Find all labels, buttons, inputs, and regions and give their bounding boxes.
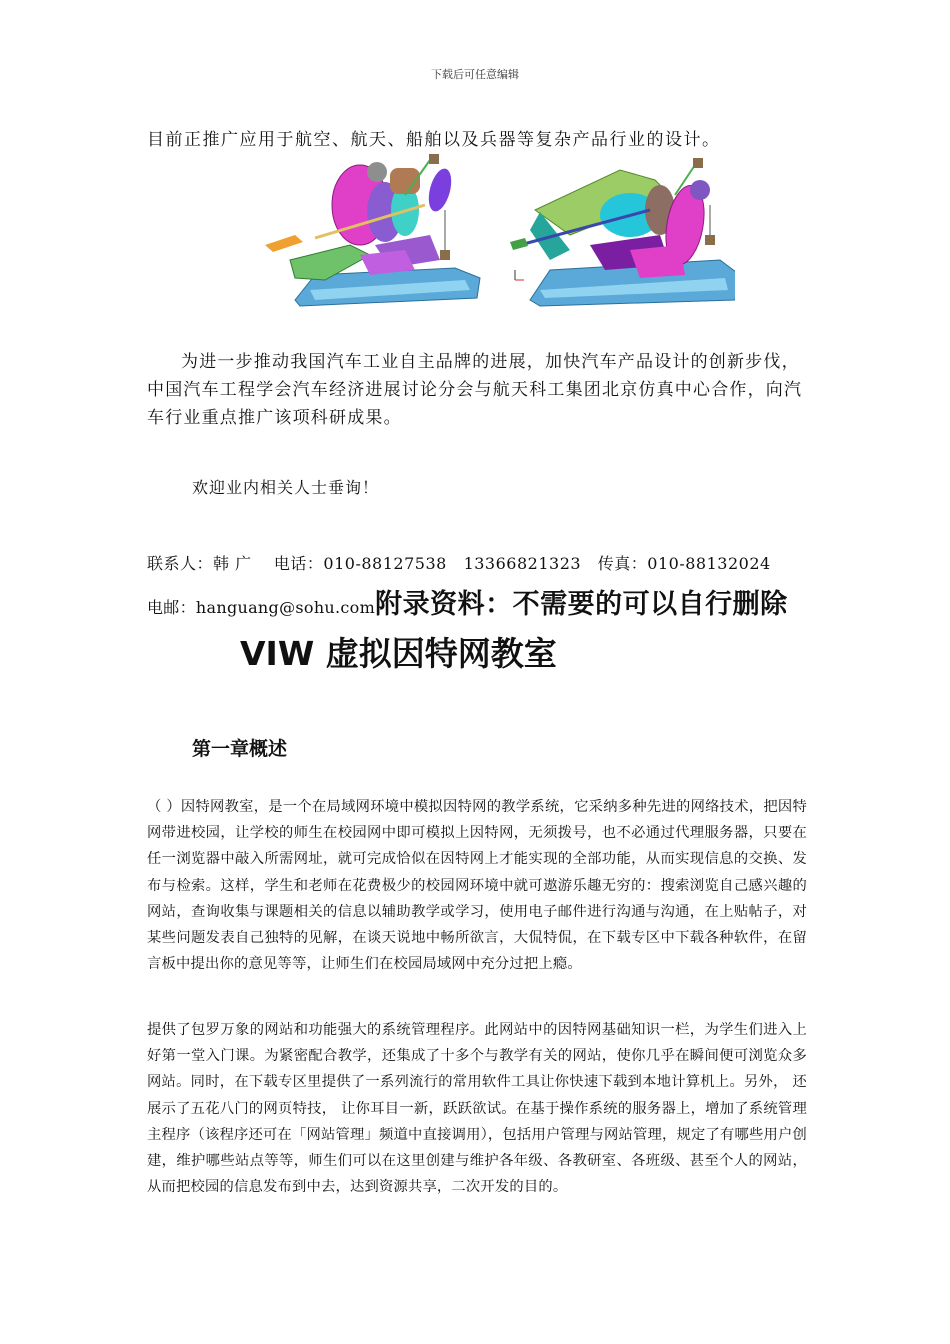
email-appendix-line — [147, 582, 788, 621]
chapter-title: 第一章概述 — [192, 738, 288, 760]
document-title: VIW 虚拟因特网教室 — [240, 634, 557, 673]
body-paragraph-2: 提供了包罗万象的网站和功能强大的系统管理程序。此网站中的因特网基础知识一栏，为学生们进入上好第一堂入门课。为紧密配合教学，还集成了十多个与教学有关的网站，使你几乎在瞬间便可浏览众多网站。同时，在下载专区里提供了一系列流行的常用软件工具让你快速下载到本地计算机上。另外， 还展示了五花八门的网页特技， 让你耳目一新，跃跃欲试。在基于操作系统的服务器上，增加了系统管理主程序（该程序还可在「网站管理」频道中直接调用），包括用户管理与网站管理，规定了有哪些用户创建，维护哪些站点等等，师生们可以在这里创建与维护各年级、各教研室、各班级、甚至个人的网站，从而把校园的信息发布到中去，达到资源共享，二次开发的目的。 — [147, 1022, 807, 1196]
contact-line: 联系人：韩 广 电话：010-88127538 13366821323 传真：010-88132024 — [147, 554, 771, 573]
body-paragraph-1: （ ）因特网教室，是一个在局域网环境中模拟因特网的教学系统，它采纳多种先进的网络技术，把因特网带进校园，让学校的师生在校园网中即可模拟上因特网，无须拨号，也不必通过代理服务器，只要在任一浏览器中敲入所需网址，就可完成恰似在因特网上才能实现的全部功能，从而实现信息的交换、发布与检索。这样，学生和老师在花费极少的校园网环境中就可遨游乐趣无穷的：搜索浏览自己感兴趣的网站，查询收集与课题相关的信息以辅助教学或学习，使用电子邮件进行沟通与沟通，在上贴帖子，对某些问题发表自己独特的见解，在谈天说地中畅所欲言，大侃特侃，在下载专区中下载各种软件，在留言板中提出你的意见等等，让师生们在校园局域网中充分过把上瘾。 — [147, 799, 807, 973]
contact-email: 电邮：hanguang@sohu.com — [147, 598, 376, 617]
page-header-note: 下载后可任意编辑 — [431, 68, 519, 81]
paragraph-promotion-text: 为进一步推动我国汽车工业自主品牌的进展，加快汽车产品设计的创新步伐，中国汽车工程学会汽车经济进展讨论分会与航天科工集团北京仿真中心合作，向汽车行业重点推广该项科研成果。 — [147, 352, 803, 428]
seat-render-right — [510, 158, 735, 306]
seat-render-left — [265, 154, 480, 306]
figure-seat-simulation — [255, 150, 735, 310]
paragraph-intro: 目前正推广应用于航空、航天、船舶以及兵器等复杂产品行业的设计。 — [147, 130, 721, 150]
paragraph-promotion — [147, 348, 807, 432]
welcome-line: 欢迎业内相关人士垂询！ — [192, 478, 380, 497]
appendix-heading: 附录资料：不需要的可以自行删除 — [375, 589, 788, 620]
